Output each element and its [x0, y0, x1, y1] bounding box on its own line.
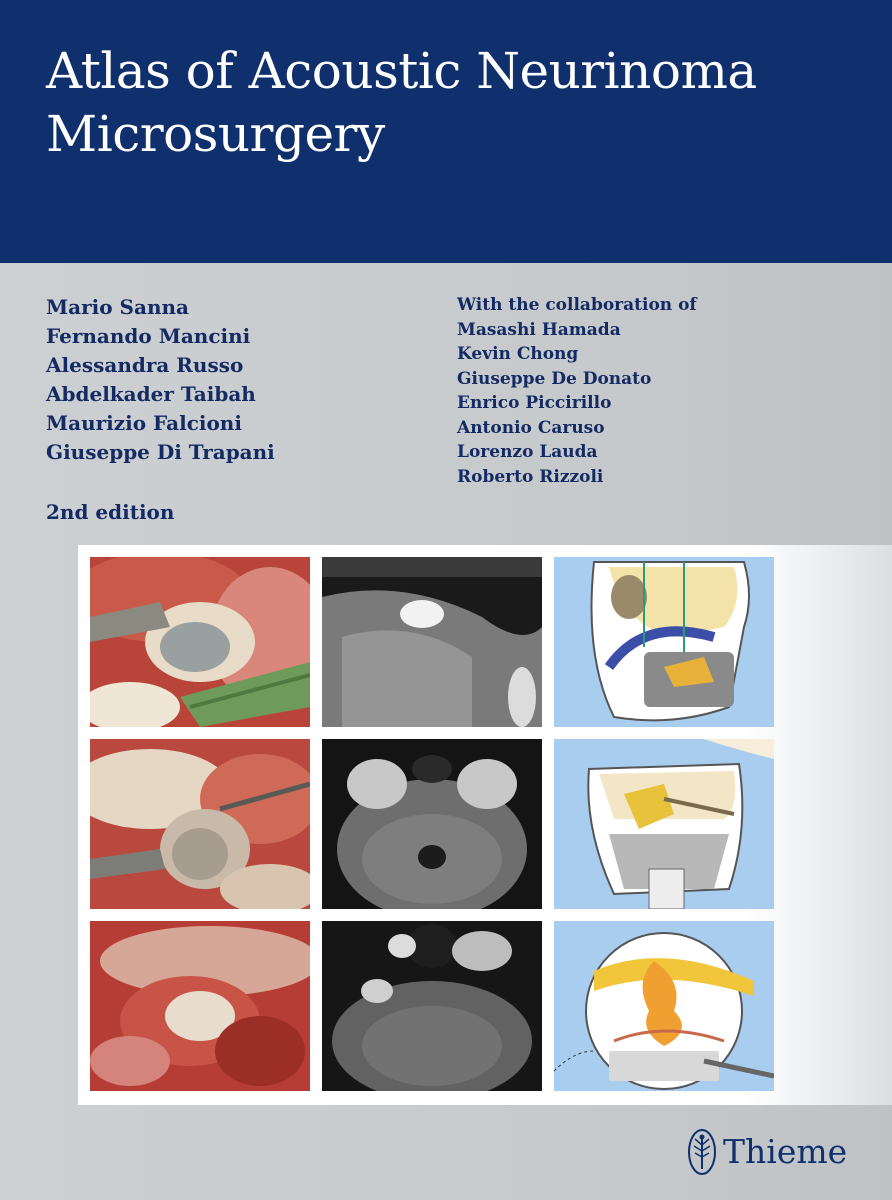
- title-line-2: Microsurgery: [46, 105, 385, 163]
- collaborator-name: Kevin Chong: [457, 344, 579, 364]
- collaborator-name: Lorenzo Lauda: [457, 442, 598, 462]
- collaborator-name: Antonio Caruso: [457, 417, 605, 438]
- collaborator-name: Roberto Rizzoli: [457, 466, 604, 487]
- surgical-illustration-2: [554, 739, 774, 909]
- book-title: [46, 40, 866, 166]
- author-name: Mario Sanna: [46, 295, 189, 319]
- collaborator-name: Masashi Hamada: [457, 319, 621, 340]
- surgical-illustration-1: [554, 557, 774, 727]
- author-name: Abdelkader Taibah: [46, 382, 256, 406]
- author-list: [46, 293, 275, 467]
- collaborator-list: [457, 293, 697, 489]
- surgical-illustration-3: [554, 921, 774, 1091]
- title-line-1: Atlas of Acoustic Neurinoma: [46, 42, 757, 100]
- collaborator-name: Giuseppe De Donato: [457, 368, 652, 389]
- mri-scan-1: [322, 557, 542, 727]
- author-name: Maurizio Falcioni: [46, 411, 242, 435]
- collaboration-heading: With the collaboration of: [457, 295, 697, 315]
- surgical-photo-3: [90, 921, 310, 1091]
- publisher-logo: [687, 1123, 847, 1181]
- author-name: Giuseppe Di Trapani: [46, 440, 275, 464]
- author-name: Alessandra Russo: [46, 353, 244, 377]
- surgical-photo-1: [90, 557, 310, 727]
- surgical-photo-2: [90, 739, 310, 909]
- publisher-name: Thieme: [723, 1132, 848, 1171]
- mri-scan-3: [322, 921, 542, 1091]
- author-name: Fernando Mancini: [46, 324, 251, 348]
- thieme-tree-icon: [687, 1127, 717, 1177]
- edition-label: 2nd edition: [46, 500, 175, 524]
- header-band: [0, 0, 892, 263]
- collaborator-name: Enrico Piccirillo: [457, 393, 612, 413]
- image-panel: [78, 545, 892, 1105]
- mri-scan-2: [322, 739, 542, 909]
